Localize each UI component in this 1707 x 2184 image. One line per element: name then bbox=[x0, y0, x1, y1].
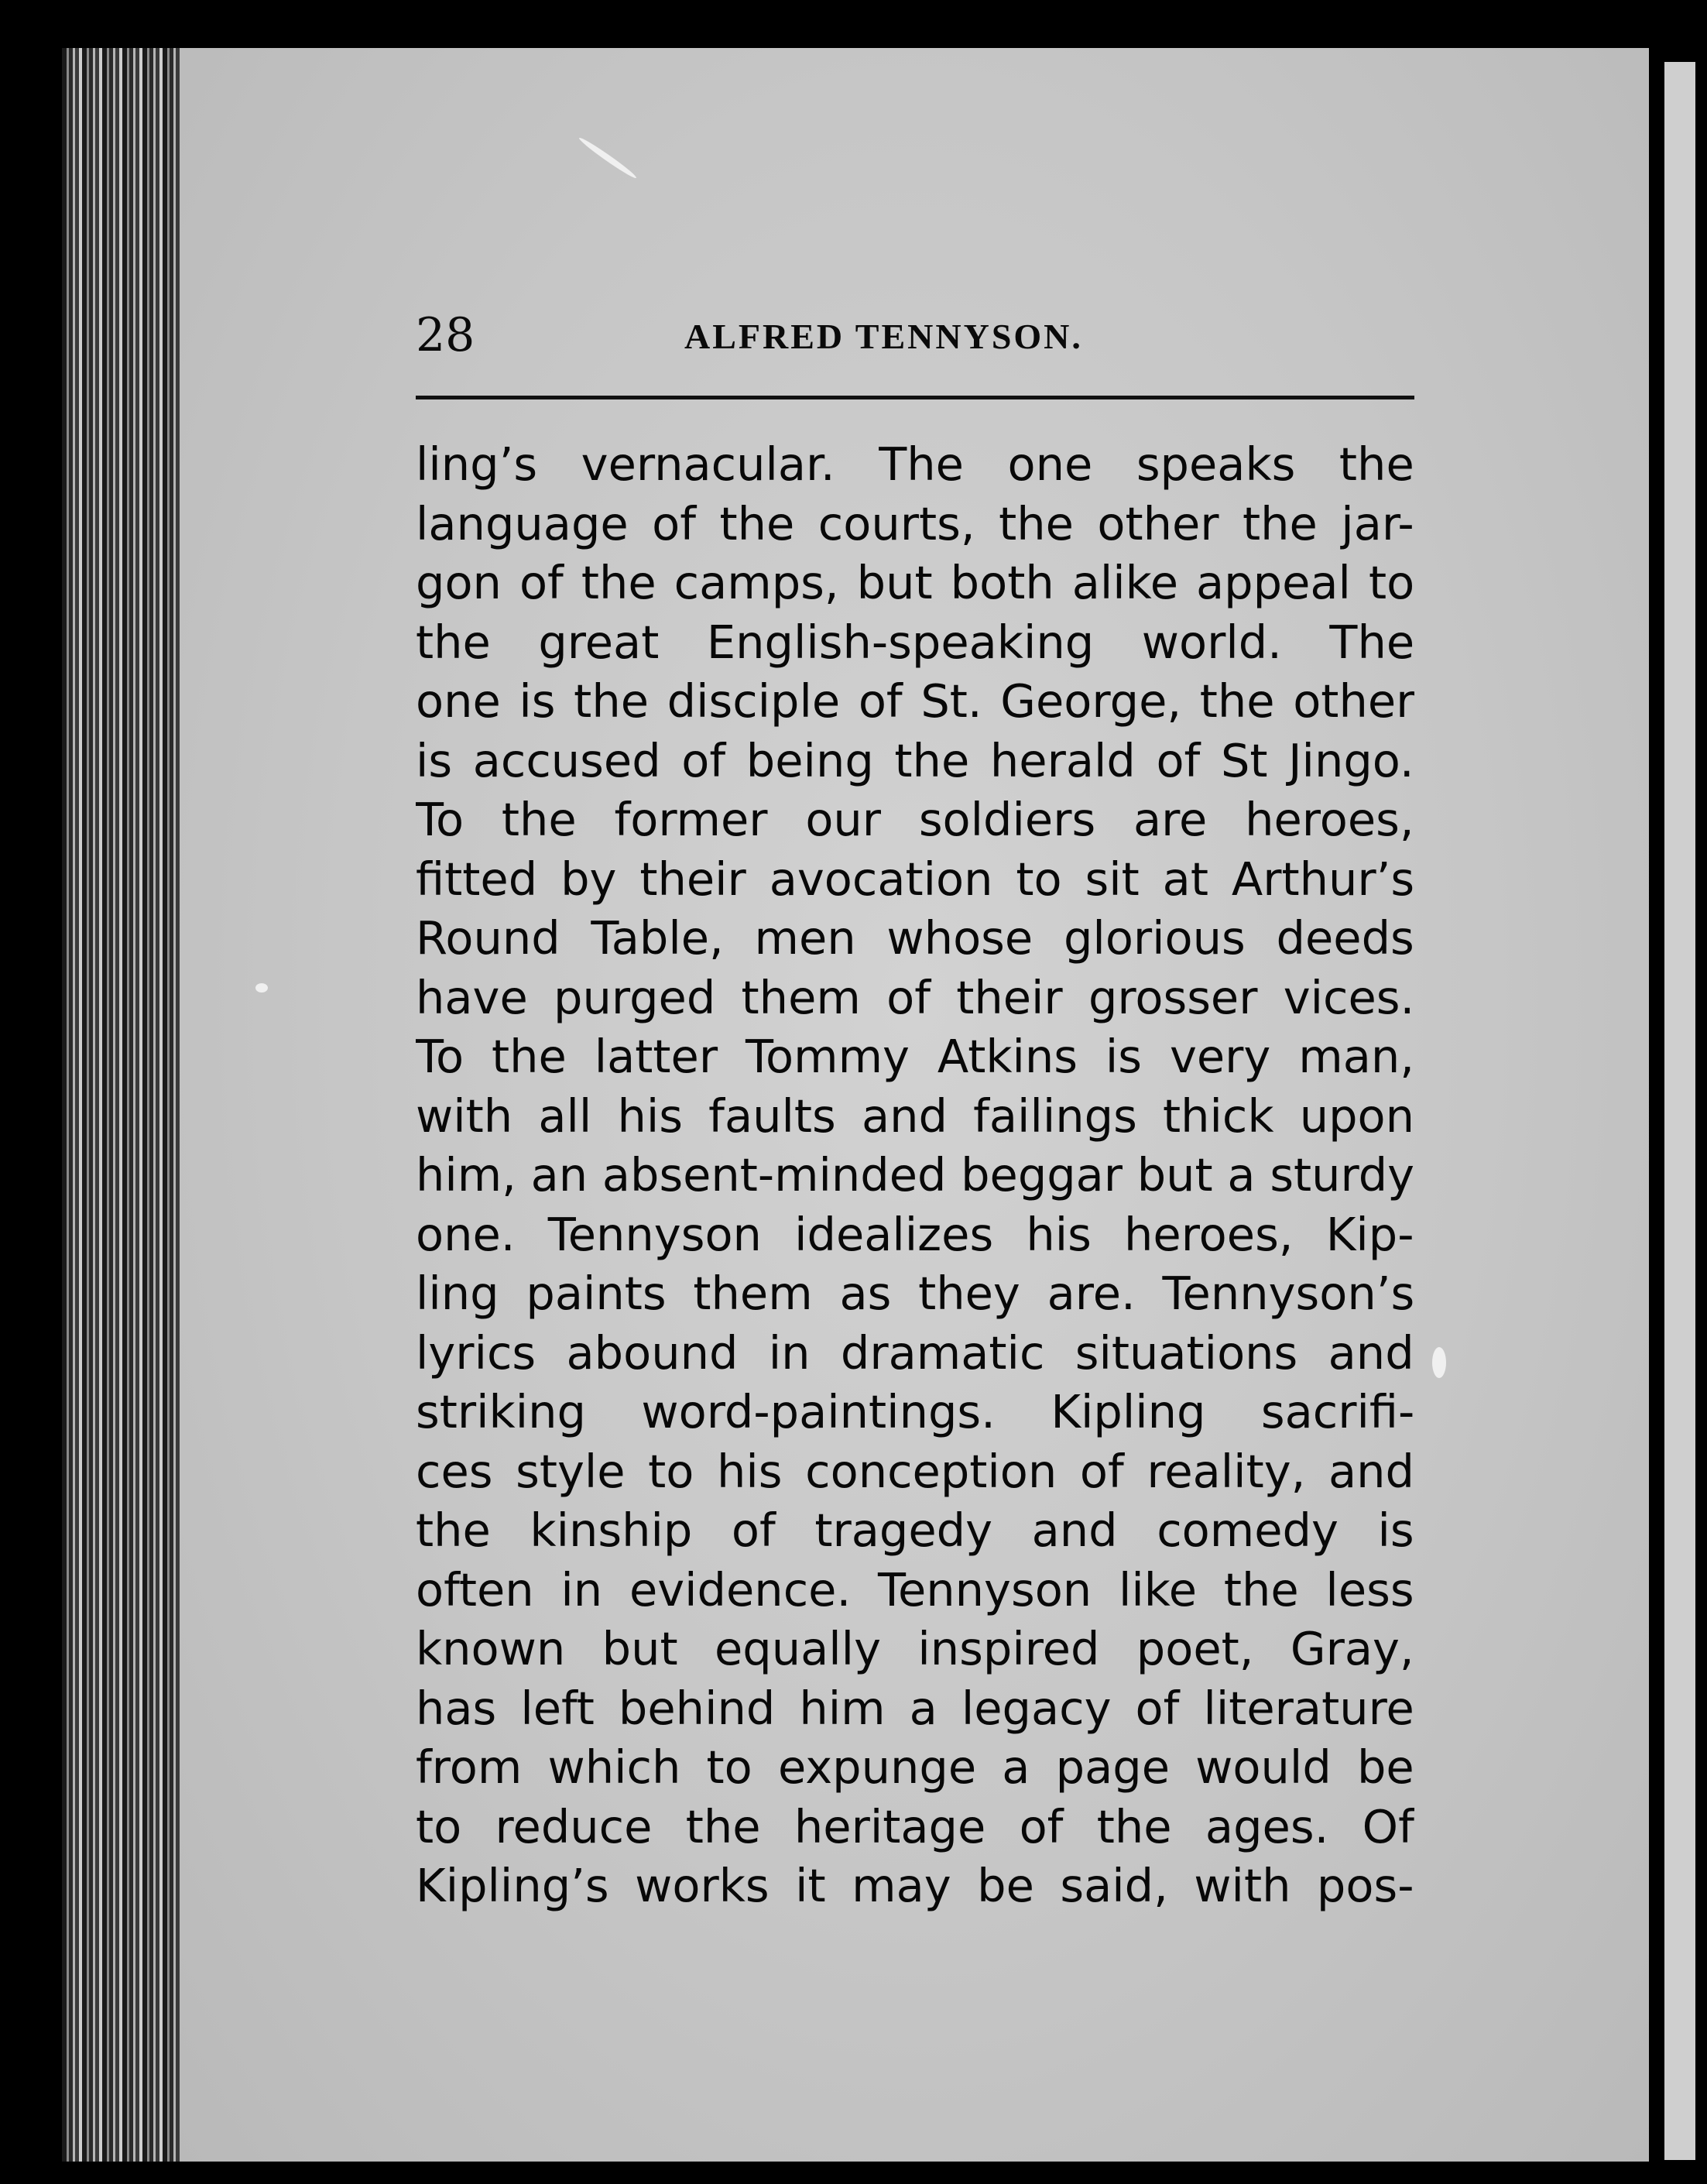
text-line: with all his faults and failings thick upon bbox=[416, 1089, 1414, 1143]
running-title: ALFRED TENNYSON. bbox=[684, 317, 1083, 356]
text-line: lyrics abound in dramatic situations and bbox=[416, 1325, 1414, 1380]
text-line: often in evidence. Tennyson like the less bbox=[416, 1562, 1414, 1617]
text-line: fitted by their avocation to sit at Arthur’s bbox=[416, 852, 1414, 906]
text-line: has left behind him a legacy of literature bbox=[416, 1681, 1414, 1735]
text-line: To the latter Tommy Atkins is very man, bbox=[416, 1030, 1414, 1083]
text-line: gon of the camps, but both alike appeal to bbox=[416, 556, 1414, 609]
text-line: one is the disciple of St. George, the other bbox=[416, 674, 1414, 728]
page-header bbox=[416, 308, 1414, 370]
body-text bbox=[416, 435, 1414, 1916]
text-line: the great English-speaking world. The bbox=[416, 615, 1414, 669]
text-line: from which to expunge a page would be bbox=[416, 1740, 1414, 1794]
text-line: have purged them of their grosser vices. bbox=[416, 970, 1414, 1024]
text-line: To the former our soldiers are heroes, bbox=[416, 793, 1414, 846]
text-line: ling paints them as they are. Tennyson’s bbox=[416, 1267, 1414, 1320]
text-line: Kipling’s works it may be said, with pos- bbox=[416, 1859, 1414, 1912]
text-line: to reduce the heritage of the ages. Of bbox=[416, 1799, 1414, 1853]
scan-speck bbox=[1432, 1347, 1446, 1378]
text-line: striking word-paintings. Kipling sacrifi- bbox=[416, 1385, 1414, 1438]
text-line: is accused of being the herald of St Jingo. bbox=[416, 733, 1414, 787]
book-page-edges bbox=[62, 48, 182, 2162]
text-line: language of the courts, the other the jar- bbox=[416, 496, 1414, 550]
text-line: known but equally inspired poet, Gray, bbox=[416, 1622, 1414, 1675]
text-line: Round Table, men whose glorious deeds bbox=[416, 911, 1414, 965]
text-line: ces style to his conception of reality, and bbox=[416, 1444, 1414, 1498]
text-line: the kinship of tragedy and comedy is bbox=[416, 1503, 1414, 1557]
text-line: ling’s vernacular. The one speaks the bbox=[416, 437, 1414, 491]
page-number: 28 bbox=[416, 308, 475, 362]
header-rule bbox=[416, 396, 1414, 399]
text-line: him, an absent-minded beggar but a sturdy bbox=[416, 1148, 1414, 1202]
scan-speck bbox=[255, 983, 268, 993]
text-line: one. Tennyson idealizes his heroes, Kip- bbox=[416, 1207, 1414, 1261]
facing-page-edge bbox=[1664, 62, 1695, 2160]
